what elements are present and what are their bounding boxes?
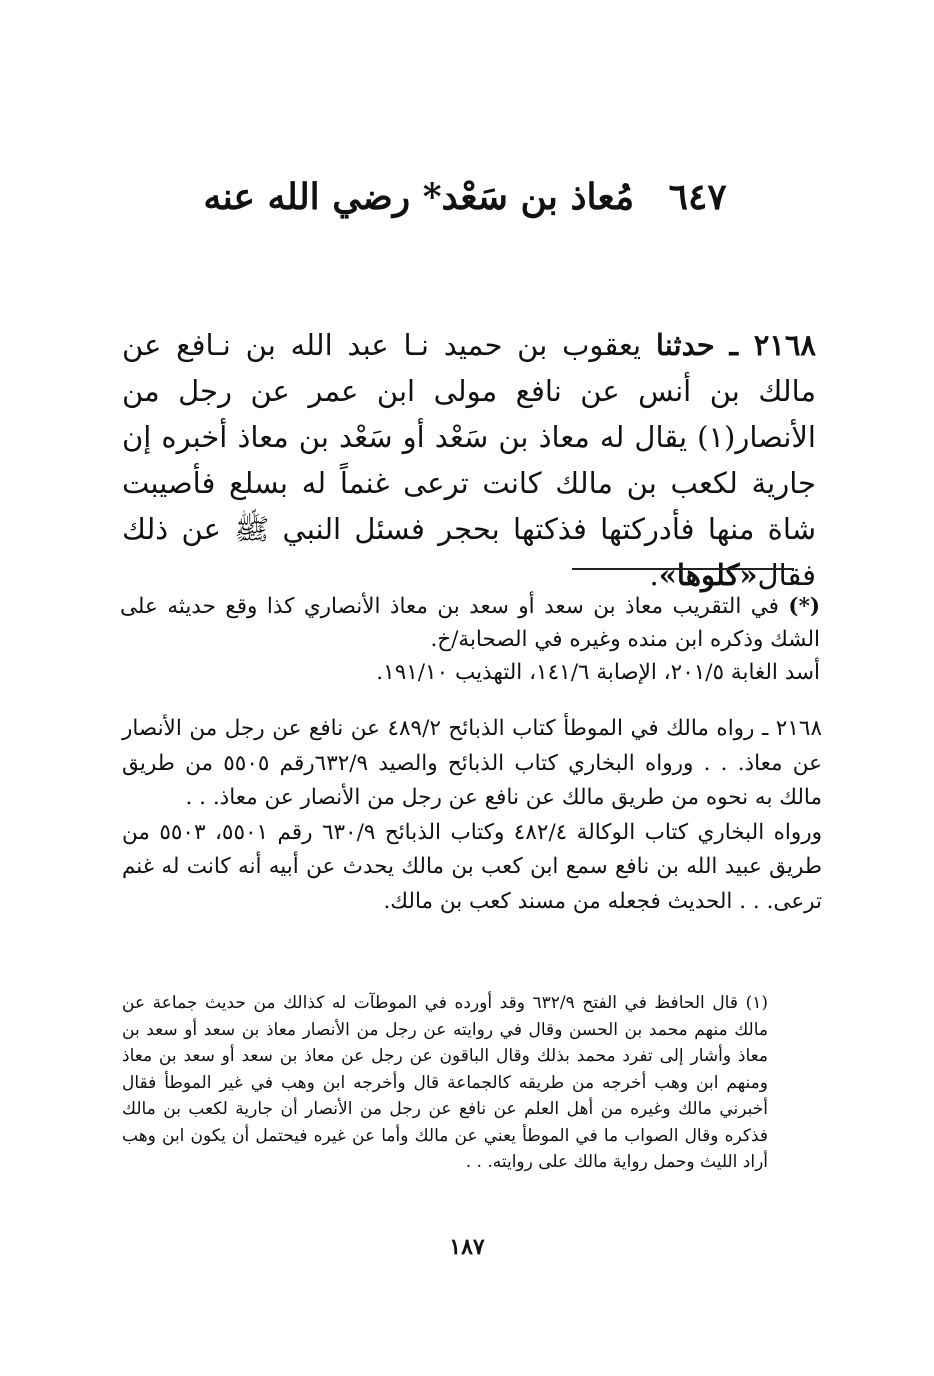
chapter-title: مُعاذ بن سَعْد* رضي الله عنه [203, 176, 635, 218]
hadith-number: ٢١٦٨ ـ [729, 328, 817, 362]
footnote-divider [572, 568, 794, 570]
takhrij-para2: ورواه البخاري كتاب الوكالة ٤٨٢/٤ وكتاب الذبائح ٦٣٠/٩ رقم ٥٥٠١، ٥٥٠٣ من طريق عبيد الله بن نافع سمع ابن كعب بن مالك يحدث عن أبيه أنه كانت له غنم ترعى. . . الحديث فجعله من مسند كعب بن مالك. [122, 819, 823, 914]
footnote-star-marker: (*) [788, 594, 820, 619]
footnote-takhrij [122, 712, 822, 919]
footnote-star [120, 590, 820, 689]
chapter-number: ٦٤٧ [668, 176, 727, 218]
hadith-text [122, 322, 816, 598]
hadith-end: . [649, 558, 659, 592]
footnote-star-line2: أسد الغابة ٢٠١/٥، الإصابة ١٤١/٦، التهذيب ١٩١/١٠. [376, 660, 820, 685]
footnote-1-text: قال الحافظ في الفتح ٦٣٢/٩ وقد أورده في الموطآت له كذالك من حديث جماعة عن مالك منهم محمد بن الحسن وقال في روايته عن رجل من الأنصار معاذ بن سعد أو سعد بن معاذ وأشار إلى تفرد محمد بذلك وقال الباقون عن رجل عن معاذ بن سعد أو سعد بن معاذ ومنهم ابن وهب أخرجه من طريقه كالجماعة قال وأخرجه ابن وهب في غير الموطأ فقال أخبرني مالك وغيره من أهل العلم عن نافع عن رجل من الأنصار أن جارية لكعب بن مالك فذكره وقال الصواب ما في الموطأ يعني عن مالك وأما عن غيره فيحتمل أن يكون ابن وهب أراد الليث وحمل رواية مالك على روايته. . . [122, 993, 768, 1172]
page-number: ١٨٧ [449, 1234, 485, 1260]
footnote-star-line1: في التقريب معاذ بن سعد أو سعد بن معاذ الأنصاري كذا وقع حديثه على الشك وذكره ابن منده وغيره في الصحابة/خ. [120, 594, 820, 652]
hadith-quote: «كلوها» [658, 558, 758, 592]
takhrij-para1: رواه مالك في الموطأ كتاب الذبائح ٤٨٩/٢ عن نافع عن رجل من الأنصار عن معاذ. . . ورواه البخاري كتاب الذبائح والصيد ٦٣٢/٩رقم ٥٥٠٥ من طريق مالك به نحوه من طريق مالك عن نافع عن رجل من الأنصار عن معاذ. . . [122, 716, 822, 810]
takhrij-number: ٢١٦٨ ـ [761, 716, 822, 741]
hadith-body: يعقوب بن حميد نـا عبد الله بن نـافع عن مالك بن أنس عن نافع مولى ابن عمر عن رجل من الأنصار(١) يقال له معاذ بن سَعْد أو سَعْد بن معاذ أخبره إن جارية لكعب بن مالك كانت ترعى غنماً له بسلع فأصيبت شاة منها فأدركتها فذكتها بحجر فسئل النبي ﷺ عن ذلك فقال [122, 328, 816, 592]
footnote-1 [122, 990, 768, 1176]
footnote-1-marker: (١) [745, 993, 768, 1013]
chapter-heading [140, 170, 790, 224]
hadith-lead-word: حدثنا [655, 328, 715, 362]
